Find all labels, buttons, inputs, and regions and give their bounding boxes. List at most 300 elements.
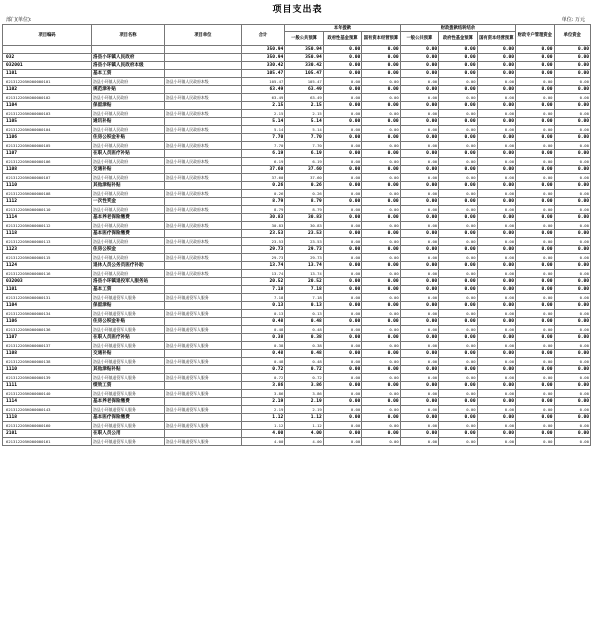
row-name: 洛县小环镇人民政府 (92, 110, 165, 118)
row-soe-budget: 0.00 (362, 350, 400, 358)
row-gen-budget-carry: 0.00 (400, 374, 438, 382)
row-gen-budget-carry: 0.00 (400, 182, 438, 190)
row-total: 13.74 (241, 262, 285, 270)
row-gov-fund: 0.00 (323, 206, 361, 214)
row-gen-budget-carry: 0.00 (400, 166, 438, 174)
row-code: 621312205K000000134 (3, 310, 92, 318)
row-soe-budget: 0.00 (362, 206, 400, 214)
row-code: 621312205K000000110 (3, 206, 92, 214)
row-gov-fund: 0.00 (323, 142, 361, 150)
row-total: 3.86 (241, 390, 285, 398)
row-gov-fund-carry: 0.00 (439, 318, 477, 326)
row-unit-fund: 0.00 (554, 118, 590, 126)
row-gov-fund: 0.00 (323, 182, 361, 190)
row-soe-budget-carry: 0.00 (477, 182, 515, 190)
row-unit-fund: 0.00 (554, 246, 590, 254)
row-gov-fund-carry: 0.00 (439, 46, 477, 54)
row-soe-budget-carry: 0.00 (477, 318, 515, 326)
row-unit: 洛县小环镇人民政府本级 (164, 110, 241, 118)
row-soe-budget: 0.00 (362, 334, 400, 342)
row-unit-fund: 0.00 (554, 230, 590, 238)
row-gov-fund: 0.00 (323, 278, 361, 286)
row-gov-fund-carry: 0.00 (439, 398, 477, 406)
unit-label: 单位: 万元 (561, 17, 585, 23)
row-gov-fund-carry: 0.00 (439, 222, 477, 230)
row-gov-fund-carry: 0.00 (439, 374, 477, 382)
row-code: 032 (3, 54, 92, 62)
row-gov-fund-carry: 0.00 (439, 342, 477, 350)
table-row (3, 134, 591, 142)
row-special-account: 0.00 (516, 382, 554, 390)
row-unit: 洛县小环镇退役军人服务 (164, 294, 241, 302)
row-gen-budget: 350.94 (285, 46, 323, 54)
row-gov-fund-carry: 0.00 (439, 310, 477, 318)
row-soe-budget-carry: 0.00 (477, 46, 515, 54)
row-gov-fund-carry: 0.00 (439, 390, 477, 398)
row-gen-budget: 7.70 (285, 142, 323, 150)
row-gov-fund: 0.00 (323, 222, 361, 230)
row-gov-fund-carry: 0.00 (439, 62, 477, 70)
row-unit (164, 430, 241, 438)
row-total: 3.86 (241, 382, 285, 390)
row-gen-budget: 105.47 (285, 78, 323, 86)
row-unit-fund: 0.00 (554, 46, 590, 54)
row-gov-fund-carry: 0.00 (439, 270, 477, 278)
row-code: 621312205K000000115 (3, 254, 92, 262)
row-total: 2.19 (241, 398, 285, 406)
row-unit-fund: 0.00 (554, 86, 590, 94)
row-gen-budget-carry: 0.00 (400, 62, 438, 70)
row-total: 2.19 (241, 406, 285, 414)
row-soe-budget: 0.00 (362, 374, 400, 382)
row-name: 洛县小环镇人民政府 (92, 222, 165, 230)
row-unit-fund: 0.00 (554, 286, 590, 294)
row-special-account: 0.00 (516, 150, 554, 158)
table-row (3, 342, 591, 350)
row-gen-budget-carry: 0.00 (400, 310, 438, 318)
row-special-account: 0.00 (516, 430, 554, 438)
row-code: 1106 (3, 134, 92, 142)
row-gen-budget: 30.83 (285, 214, 323, 222)
row-total: 0.72 (241, 374, 285, 382)
row-soe-budget: 0.00 (362, 158, 400, 166)
row-total: 4.00 (241, 438, 285, 446)
row-unit-fund: 0.00 (554, 142, 590, 150)
row-special-account: 0.00 (516, 182, 554, 190)
row-gov-fund: 0.00 (323, 214, 361, 222)
row-soe-budget: 0.00 (362, 398, 400, 406)
row-total: 350.94 (241, 54, 285, 62)
row-special-account: 0.00 (516, 118, 554, 126)
row-soe-budget: 0.00 (362, 238, 400, 246)
row-unit: 洛县小环镇退役军人服务 (164, 390, 241, 398)
row-soe-budget-carry: 0.00 (477, 62, 515, 70)
row-gen-budget: 0.48 (285, 358, 323, 366)
row-unit-fund: 0.00 (554, 414, 590, 422)
table-row (3, 206, 591, 214)
row-soe-budget: 0.00 (362, 182, 400, 190)
row-soe-budget: 0.00 (362, 326, 400, 334)
row-soe-budget-carry: 0.00 (477, 262, 515, 270)
row-soe-budget: 0.00 (362, 318, 400, 326)
row-name: 在职人员医疗补贴 (92, 334, 165, 342)
row-gen-budget-carry: 0.00 (400, 110, 438, 118)
table-row (3, 166, 591, 174)
row-gov-fund-carry: 0.00 (439, 174, 477, 182)
row-gov-fund-carry: 0.00 (439, 262, 477, 270)
row-soe-budget: 0.00 (362, 190, 400, 198)
row-gov-fund-carry: 0.00 (439, 230, 477, 238)
row-gen-budget: 30.83 (285, 222, 323, 230)
row-total: 7.70 (241, 142, 285, 150)
row-unit-fund: 0.00 (554, 110, 590, 118)
table-row (3, 54, 591, 62)
header-gen-budget-carry: 一般公共预算 (400, 32, 438, 46)
row-total: 0.38 (241, 342, 285, 350)
row-soe-budget: 0.00 (362, 390, 400, 398)
row-gov-fund-carry: 0.00 (439, 54, 477, 62)
row-code: 621312205K000000131 (3, 294, 92, 302)
row-special-account: 0.00 (516, 126, 554, 134)
row-soe-budget: 0.00 (362, 86, 400, 94)
row-soe-budget: 0.00 (362, 286, 400, 294)
row-gen-budget-carry: 0.00 (400, 254, 438, 262)
row-soe-budget: 0.00 (362, 78, 400, 86)
row-unit-fund: 0.00 (554, 310, 590, 318)
row-soe-budget: 0.00 (362, 174, 400, 182)
row-total: 6.19 (241, 158, 285, 166)
table-row (3, 270, 591, 278)
row-unit (164, 350, 241, 358)
row-special-account: 0.00 (516, 142, 554, 150)
row-gen-budget: 0.38 (285, 342, 323, 350)
row-unit-fund: 0.00 (554, 438, 590, 446)
row-special-account: 0.00 (516, 246, 554, 254)
row-code: 1104 (3, 102, 92, 110)
row-unit (164, 318, 241, 326)
row-total: 0.48 (241, 318, 285, 326)
row-special-account: 0.00 (516, 166, 554, 174)
row-gen-budget: 7.18 (285, 294, 323, 302)
row-soe-budget-carry: 0.00 (477, 310, 515, 318)
row-soe-budget: 0.00 (362, 366, 400, 374)
row-soe-budget-carry: 0.00 (477, 126, 515, 134)
row-gov-fund: 0.00 (323, 294, 361, 302)
row-total: 5.14 (241, 118, 285, 126)
row-gov-fund-carry: 0.00 (439, 238, 477, 246)
row-name: 基本工资 (92, 286, 165, 294)
row-total: 1.12 (241, 414, 285, 422)
row-unit (164, 414, 241, 422)
row-gen-budget-carry: 0.00 (400, 134, 438, 142)
row-name: 基本医疗保险缴费 (92, 230, 165, 238)
row-gen-budget-carry: 0.00 (400, 278, 438, 286)
row-unit-fund: 0.00 (554, 422, 590, 430)
table-row (3, 294, 591, 302)
row-special-account: 0.00 (516, 134, 554, 142)
row-unit (164, 118, 241, 126)
row-gen-budget-carry: 0.00 (400, 238, 438, 246)
row-total: 7.18 (241, 286, 285, 294)
row-name: 洛县小环镇人民政府 (92, 78, 165, 86)
row-gov-fund: 0.00 (323, 422, 361, 430)
row-unit-fund: 0.00 (554, 158, 590, 166)
row-soe-budget-carry: 0.00 (477, 398, 515, 406)
row-gen-budget-carry: 0.00 (400, 318, 438, 326)
row-unit (164, 134, 241, 142)
row-gen-budget: 1.12 (285, 422, 323, 430)
row-name: 洛县小环镇退役军人服务 (92, 374, 165, 382)
row-gov-fund-carry: 0.00 (439, 334, 477, 342)
row-gen-budget-carry: 0.00 (400, 286, 438, 294)
row-unit: 洛县小环镇人民政府本级 (164, 190, 241, 198)
row-name: 保留津贴 (92, 302, 165, 310)
row-total: 23.53 (241, 238, 285, 246)
row-unit-fund: 0.00 (554, 334, 590, 342)
row-gen-budget-carry: 0.00 (400, 222, 438, 230)
row-gen-budget: 5.14 (285, 118, 323, 126)
row-soe-budget-carry: 0.00 (477, 94, 515, 102)
row-unit (164, 302, 241, 310)
row-gen-budget: 0.13 (285, 310, 323, 318)
table-row (3, 46, 591, 54)
row-name: 住房公积金 (92, 246, 165, 254)
row-gov-fund-carry: 0.00 (439, 182, 477, 190)
row-gov-fund: 0.00 (323, 358, 361, 366)
row-unit: 洛县小环镇人民政府本级 (164, 206, 241, 214)
row-gen-budget: 2.15 (285, 110, 323, 118)
row-gen-budget: 330.42 (285, 62, 323, 70)
table-row (3, 86, 591, 94)
row-name: 其他津贴补贴 (92, 366, 165, 374)
row-soe-budget-carry: 0.00 (477, 438, 515, 446)
row-soe-budget-carry: 0.00 (477, 166, 515, 174)
row-name: 洛县小环镇退役军人服务 (92, 326, 165, 334)
table-row (3, 382, 591, 390)
row-gov-fund: 0.00 (323, 270, 361, 278)
table-row (3, 150, 591, 158)
header-fiscal-carryover: 财政拨款结转结余 (400, 25, 515, 32)
row-unit-fund: 0.00 (554, 182, 590, 190)
row-gov-fund: 0.00 (323, 238, 361, 246)
row-name: 退休人员公务员医疗补助 (92, 262, 165, 270)
row-soe-budget: 0.00 (362, 118, 400, 126)
row-gov-fund: 0.00 (323, 62, 361, 70)
row-unit (164, 278, 241, 286)
row-gen-budget: 0.72 (285, 366, 323, 374)
row-unit: 洛县小环镇人民政府本级 (164, 174, 241, 182)
row-soe-budget: 0.00 (362, 414, 400, 422)
row-unit (164, 334, 241, 342)
row-name (92, 46, 165, 54)
row-gen-budget-carry: 0.00 (400, 54, 438, 62)
row-unit: 洛县小环镇人民政府本级 (164, 270, 241, 278)
row-total: 0.26 (241, 182, 285, 190)
row-gen-budget: 3.86 (285, 382, 323, 390)
row-gov-fund-carry: 0.00 (439, 422, 477, 430)
row-soe-budget-carry: 0.00 (477, 406, 515, 414)
row-name: 通讯补贴 (92, 118, 165, 126)
row-unit (164, 214, 241, 222)
row-code: 1123 (3, 246, 92, 254)
row-total: 1.12 (241, 422, 285, 430)
row-code: 621312205K000000137 (3, 342, 92, 350)
row-code: 621312205K000000106 (3, 158, 92, 166)
row-unit: 洛县小环镇人民政府本级 (164, 78, 241, 86)
row-gov-fund-carry: 0.00 (439, 358, 477, 366)
table-row (3, 406, 591, 414)
row-name: 洛县小环镇人民政府 (92, 126, 165, 134)
row-code: 032003 (3, 278, 92, 286)
row-unit: 洛县小环镇人民政府本级 (164, 126, 241, 134)
table-row (3, 94, 591, 102)
row-unit: 洛县小环镇人民政府本级 (164, 238, 241, 246)
row-soe-budget: 0.00 (362, 70, 400, 78)
row-gen-budget: 8.79 (285, 206, 323, 214)
row-soe-budget-carry: 0.00 (477, 198, 515, 206)
row-soe-budget: 0.00 (362, 94, 400, 102)
row-gov-fund: 0.00 (323, 382, 361, 390)
row-name: 洛县小环镇退役军人服务 (92, 406, 165, 414)
row-gov-fund: 0.00 (323, 374, 361, 382)
row-code: 1110 (3, 366, 92, 374)
page-title: 项目支出表 (272, 5, 323, 15)
row-unit-fund: 0.00 (554, 302, 590, 310)
row-gov-fund: 0.00 (323, 78, 361, 86)
row-name: 洛县小环镇退役军人服务 (92, 422, 165, 430)
row-gen-budget: 13.74 (285, 262, 323, 270)
row-total: 0.38 (241, 334, 285, 342)
row-unit: 洛县小环镇退役军人服务 (164, 406, 241, 414)
row-unit (164, 246, 241, 254)
row-name: 洛县小环镇退役军人服务 (92, 342, 165, 350)
row-gov-fund: 0.00 (323, 150, 361, 158)
row-unit (164, 86, 241, 94)
table-row (3, 350, 591, 358)
row-soe-budget-carry: 0.00 (477, 382, 515, 390)
row-gov-fund-carry: 0.00 (439, 414, 477, 422)
row-gen-budget: 2.19 (285, 398, 323, 406)
row-code (3, 46, 92, 54)
row-special-account: 0.00 (516, 342, 554, 350)
row-soe-budget-carry: 0.00 (477, 230, 515, 238)
row-name: 洛县小环镇人民政府 (92, 158, 165, 166)
row-unit-fund: 0.00 (554, 270, 590, 278)
row-special-account: 0.00 (516, 198, 554, 206)
row-soe-budget: 0.00 (362, 222, 400, 230)
row-gov-fund: 0.00 (323, 438, 361, 446)
header-gov-fund-carry: 政府性基金预算 (439, 32, 477, 46)
table-row (3, 358, 591, 366)
header-gen-budget: 一般公共预算 (285, 32, 323, 46)
row-unit: 洛县小环镇退役军人服务 (164, 438, 241, 446)
row-soe-budget: 0.00 (362, 270, 400, 278)
row-gen-budget: 37.60 (285, 174, 323, 182)
row-code: 621312205K000000139 (3, 374, 92, 382)
table-row (3, 438, 591, 446)
row-unit-fund: 0.00 (554, 190, 590, 198)
row-unit: 洛县小环镇人民政府本级 (164, 158, 241, 166)
row-gen-budget-carry: 0.00 (400, 414, 438, 422)
row-soe-budget-carry: 0.00 (477, 102, 515, 110)
row-gen-budget-carry: 0.00 (400, 190, 438, 198)
row-soe-budget: 0.00 (362, 214, 400, 222)
row-gen-budget: 3.86 (285, 390, 323, 398)
row-special-account: 0.00 (516, 438, 554, 446)
header-gov-fund: 政府性基金预算 (323, 32, 361, 46)
row-gov-fund-carry: 0.00 (439, 70, 477, 78)
row-code: 621312205K000000143 (3, 406, 92, 414)
row-gov-fund-carry: 0.00 (439, 326, 477, 334)
row-soe-budget: 0.00 (362, 54, 400, 62)
row-gen-budget-carry: 0.00 (400, 422, 438, 430)
row-gen-budget-carry: 0.00 (400, 302, 438, 310)
row-name: 洛县小环镇人民政府 (92, 238, 165, 246)
row-gov-fund-carry: 0.00 (439, 166, 477, 174)
row-gen-budget-carry: 0.00 (400, 398, 438, 406)
row-gov-fund: 0.00 (323, 230, 361, 238)
row-gen-budget: 29.73 (285, 246, 323, 254)
row-unit-fund: 0.00 (554, 278, 590, 286)
row-gov-fund: 0.00 (323, 326, 361, 334)
row-total: 0.13 (241, 302, 285, 310)
row-gen-budget-carry: 0.00 (400, 150, 438, 158)
row-soe-budget-carry: 0.00 (477, 86, 515, 94)
row-unit: 洛县小环镇退役军人服务 (164, 374, 241, 382)
row-gov-fund-carry: 0.00 (439, 150, 477, 158)
row-code: 621312205K000000161 (3, 438, 92, 446)
row-soe-budget: 0.00 (362, 110, 400, 118)
row-code: 1102 (3, 86, 92, 94)
row-special-account: 0.00 (516, 390, 554, 398)
row-unit: 洛县小环镇退役军人服务 (164, 358, 241, 366)
row-total: 63.49 (241, 86, 285, 94)
row-gov-fund: 0.00 (323, 198, 361, 206)
table-row (3, 414, 591, 422)
row-unit-fund: 0.00 (554, 294, 590, 302)
row-special-account: 0.00 (516, 278, 554, 286)
row-soe-budget: 0.00 (362, 166, 400, 174)
row-soe-budget: 0.00 (362, 382, 400, 390)
row-name: 洛县小环镇人民政府本级 (92, 62, 165, 70)
header-project-name: 项目名称 (92, 25, 165, 46)
row-gen-budget-carry: 0.00 (400, 406, 438, 414)
row-gov-fund-carry: 0.00 (439, 430, 477, 438)
row-unit: 洛县小环镇退役军人服务 (164, 326, 241, 334)
row-unit-fund: 0.00 (554, 126, 590, 134)
row-gov-fund: 0.00 (323, 366, 361, 374)
row-total: 0.26 (241, 190, 285, 198)
row-soe-budget: 0.00 (362, 422, 400, 430)
row-code: 032001 (3, 62, 92, 70)
row-soe-budget-carry: 0.00 (477, 430, 515, 438)
row-total: 30.83 (241, 222, 285, 230)
row-soe-budget: 0.00 (362, 150, 400, 158)
row-soe-budget-carry: 0.00 (477, 342, 515, 350)
row-gen-budget-carry: 0.00 (400, 438, 438, 446)
row-code: 1110 (3, 182, 92, 190)
row-special-account: 0.00 (516, 70, 554, 78)
row-total: 30.83 (241, 214, 285, 222)
row-gen-budget: 7.18 (285, 286, 323, 294)
row-gov-fund: 0.00 (323, 190, 361, 198)
row-soe-budget: 0.00 (362, 278, 400, 286)
row-soe-budget: 0.00 (362, 46, 400, 54)
row-gov-fund: 0.00 (323, 134, 361, 142)
row-gov-fund: 0.00 (323, 246, 361, 254)
row-code: 1105 (3, 118, 92, 126)
row-special-account: 0.00 (516, 102, 554, 110)
